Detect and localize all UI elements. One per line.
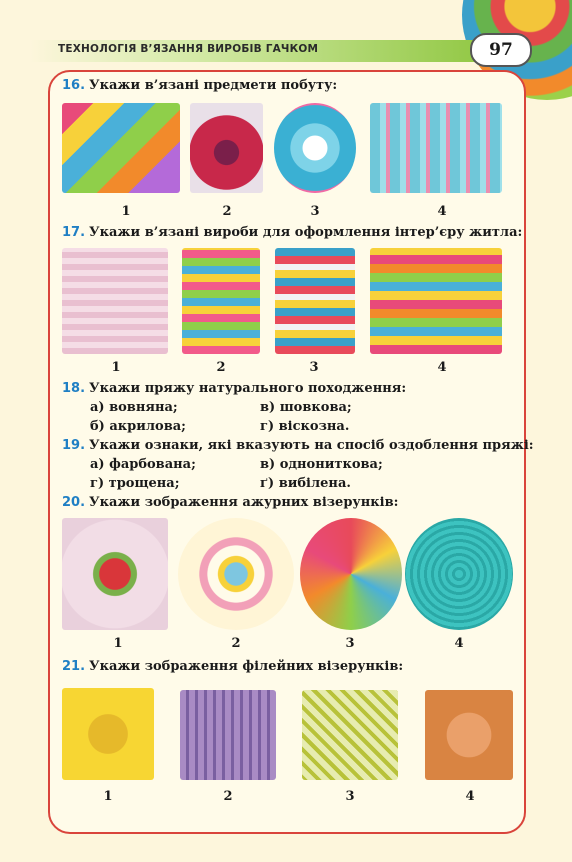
label-16-4: 4 <box>437 204 447 219</box>
label-20-4: 4 <box>454 636 464 651</box>
question-21: 21. Укажи зображення філейних візерунків: <box>62 659 404 674</box>
crochet-bag-image <box>370 103 502 193</box>
crochet-potholders-image <box>62 103 180 193</box>
crochet-vase-cover-image <box>182 248 260 354</box>
spiral-rug-image <box>300 518 402 630</box>
question-17: 17. Укажи в’язані вироби для оформлення інтер’єру житла: <box>62 225 523 240</box>
crochet-striped-skirt-image <box>370 248 502 354</box>
question-19: 19. Укажи ознаки, які вказують на спосіб оздоблення пряжі: <box>62 438 534 453</box>
label-17-3: 3 <box>309 360 319 375</box>
granny-square-rose-image <box>62 518 168 630</box>
label-21-3: 3 <box>345 789 355 804</box>
label-20-3: 3 <box>345 636 355 651</box>
label-17-4: 4 <box>437 360 447 375</box>
label-20-1: 1 <box>113 636 123 651</box>
label-21-1: 1 <box>103 789 113 804</box>
option-18-a: а) вовняна; <box>90 400 178 415</box>
label-16-1: 1 <box>121 204 131 219</box>
page-number: 97 <box>470 33 532 67</box>
label-20-2: 2 <box>231 636 241 651</box>
filet-green-lace-image <box>302 690 398 780</box>
label-17-1: 1 <box>111 360 121 375</box>
filet-flower-image <box>62 688 154 780</box>
option-19-g: г) трощена; <box>90 476 180 491</box>
label-16-2: 2 <box>222 204 232 219</box>
crochet-vest-image <box>62 248 168 354</box>
option-19-a: а) фарбована; <box>90 457 196 472</box>
turquoise-round-mat-image <box>405 518 513 630</box>
option-18-g: г) віскозна. <box>260 419 350 434</box>
crochet-clock-image <box>274 103 356 193</box>
option-18-v: в) шовкова; <box>260 400 352 415</box>
label-21-2: 2 <box>223 789 233 804</box>
crochet-toilet-roll-cover-image <box>275 248 355 354</box>
option-19-g2: ґ) вибілена. <box>260 476 351 491</box>
running-header: ТЕХНОЛОГІЯ В’ЯЗАННЯ ВИРОБІВ ГАЧКОМ <box>58 43 319 55</box>
label-21-4: 4 <box>465 789 475 804</box>
label-16-3: 3 <box>310 204 320 219</box>
filet-purple-image <box>180 690 276 780</box>
question-18: 18. Укажи пряжу натурального походження: <box>62 381 407 396</box>
filet-heart-image <box>425 690 513 780</box>
label-17-2: 2 <box>216 360 226 375</box>
crochet-slippers-image <box>190 103 263 193</box>
option-19-v: в) однониткова; <box>260 457 383 472</box>
lace-doily-image <box>178 518 294 630</box>
question-20: 20. Укажи зображення ажурних візерунків: <box>62 495 399 510</box>
option-18-b: б) акрилова; <box>90 419 186 434</box>
question-16: 16. Укажи в’язані предмети побуту: <box>62 78 338 93</box>
